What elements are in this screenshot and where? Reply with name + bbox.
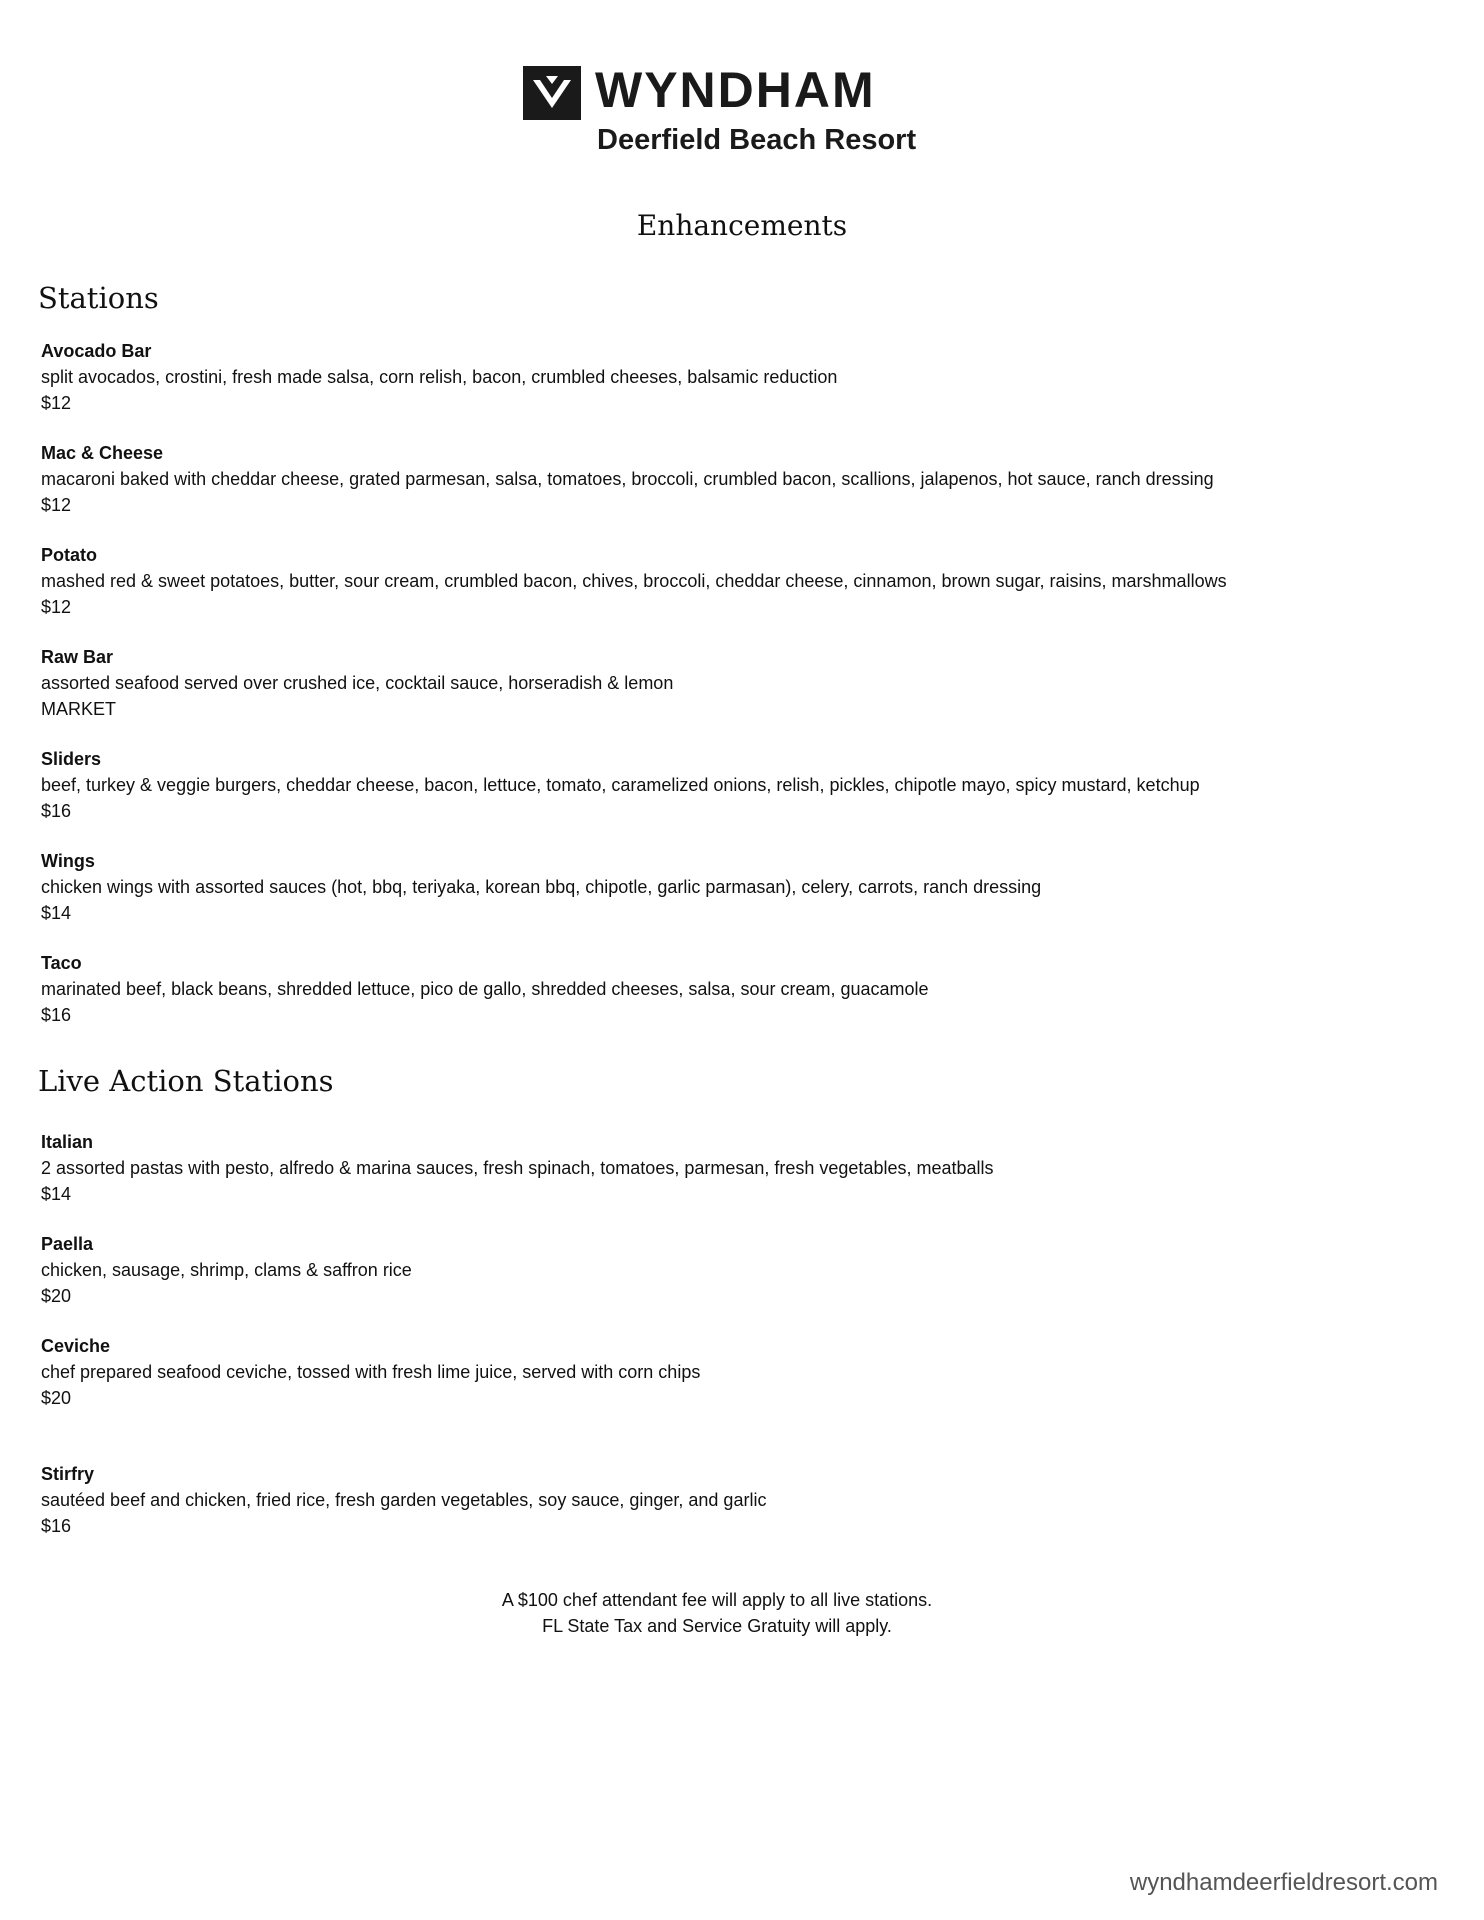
item-description: chef prepared seafood ceviche, tossed with fresh lime juice, served with corn chips (41, 1362, 701, 1382)
item-name: Avocado Bar (41, 341, 152, 361)
item-price: MARKET (41, 699, 117, 719)
item-price: $14 (41, 903, 72, 923)
logo-subtitle: Deerfield Beach Resort (597, 124, 917, 156)
menu-item (41, 1231, 1441, 1309)
item-name: Paella (41, 1234, 94, 1254)
item-description: assorted seafood served over crushed ice, cocktail sauce, horseradish & lemon (41, 673, 674, 693)
item-price: $16 (41, 1516, 72, 1536)
item-name: Italian (41, 1132, 94, 1152)
item-price: $20 (41, 1388, 72, 1408)
section-heading-stations: Stations (38, 281, 159, 315)
tax-note: FL State Tax and Service Gratuity will apply. (542, 1616, 892, 1636)
item-name: Potato (41, 545, 97, 565)
menu-item (41, 338, 1441, 416)
item-name: Ceviche (41, 1336, 111, 1356)
item-name: Sliders (41, 749, 102, 769)
logo-wordmark: WYNDHAM (595, 62, 876, 118)
item-price: $20 (41, 1286, 72, 1306)
section-heading-live-action-stations: Live Action Stations (38, 1064, 334, 1098)
menu-item (41, 1333, 1441, 1411)
item-name: Mac & Cheese (41, 443, 164, 463)
item-name: Raw Bar (41, 647, 114, 667)
item-description: beef, turkey & veggie burgers, cheddar cheese, bacon, lettuce, tomato, caramelized onions, relish, pickles, chipotle mayo, spicy mustard, ketchup (41, 775, 1200, 795)
item-description: chicken wings with assorted sauces (hot, bbq, teriyaka, korean bbq, chipotle, garlic parmasan), celery, carrots, ranch dressing (41, 877, 1042, 897)
fee-notes (0, 1587, 1434, 1639)
item-description: 2 assorted pastas with pesto, alfredo & marina sauces, fresh spinach, tomatoes, parmesan, fresh vegetables, meatballs (41, 1158, 994, 1178)
item-price: $12 (41, 495, 72, 515)
menu-item (41, 950, 1441, 1028)
wyndham-emblem-icon (523, 66, 581, 120)
menu-item (41, 644, 1441, 722)
page-title: Enhancements (636, 209, 848, 242)
item-description: macaroni baked with cheddar cheese, grated parmesan, salsa, tomatoes, broccoli, crumbled bacon, scallions, jalapenos, hot sauce, ranch dressing (41, 469, 1214, 489)
menu-item (41, 848, 1441, 926)
menu-item (41, 440, 1441, 518)
footer-website-url: wyndhamdeerfieldresort.com (1129, 1869, 1438, 1896)
wyndham-logo (521, 62, 981, 162)
menu-item (41, 746, 1441, 824)
item-description: sautéed beef and chicken, fried rice, fresh garden vegetables, soy sauce, ginger, and garlic (41, 1490, 767, 1510)
item-description: split avocados, crostini, fresh made salsa, corn relish, bacon, crumbled cheeses, balsamic reduction (41, 367, 838, 387)
menu-item (41, 1461, 1441, 1539)
item-description: marinated beef, black beans, shredded lettuce, pico de gallo, shredded cheeses, salsa, sour cream, guacamole (41, 979, 929, 999)
menu-item (41, 542, 1441, 620)
item-name: Stirfry (41, 1464, 95, 1484)
item-name: Taco (41, 953, 82, 973)
menu-item (41, 1129, 1441, 1207)
item-price: $16 (41, 1005, 72, 1025)
item-price: $16 (41, 801, 72, 821)
item-description: chicken, sausage, shrimp, clams & saffron rice (41, 1260, 412, 1280)
item-price: $12 (41, 393, 72, 413)
item-name: Wings (41, 851, 95, 871)
item-description: mashed red & sweet potatoes, butter, sour cream, crumbled bacon, chives, broccoli, cheddar cheese, cinnamon, brown sugar, raisins, marshmallows (41, 571, 1227, 591)
chef-fee-note: A $100 chef attendant fee will apply to all live stations. (501, 1590, 933, 1610)
item-price: $14 (41, 1184, 72, 1204)
item-price: $12 (41, 597, 72, 617)
